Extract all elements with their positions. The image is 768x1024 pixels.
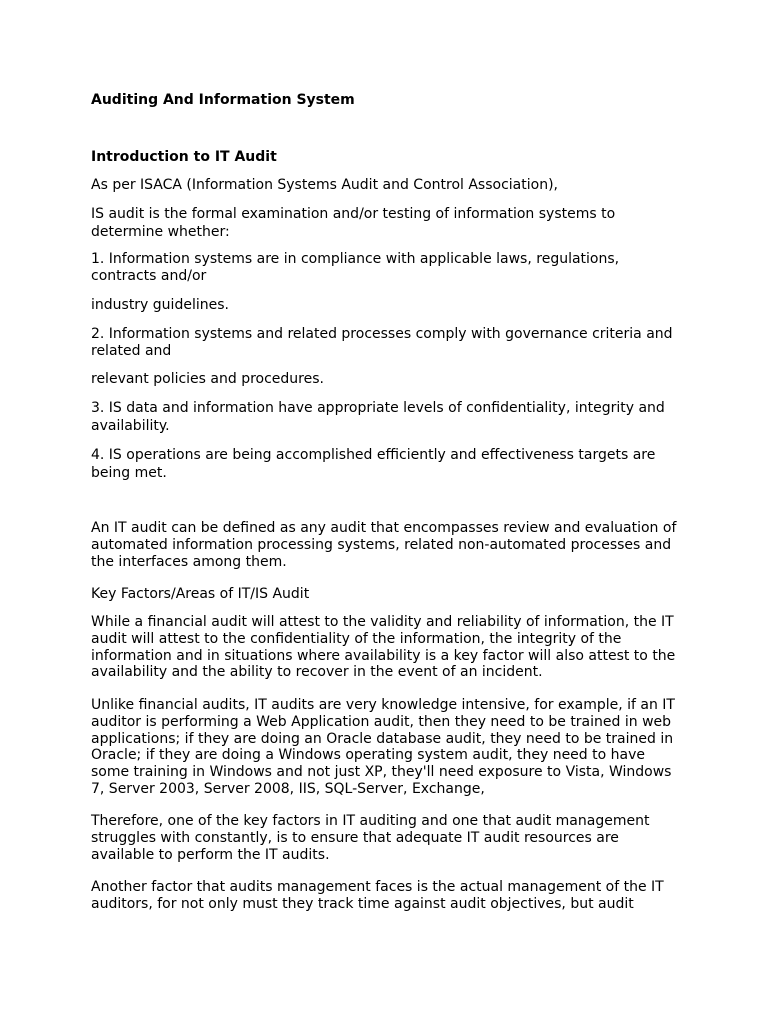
financial-audit-paragraph: While a financial audit will attest to the validity and reliability of information, the IT audit will attest to the confidentiality of the information, the integrity of the information and in situations where availability is a key factor will also attest to the availability and the ability to recover in the event of an incident.	[91, 614, 676, 681]
intro-line: As per ISACA (Information Systems Audit and Control Association),	[91, 177, 558, 193]
definition-paragraph: IS audit is the formal examination and/or testing of information systems to determine whether:	[91, 206, 616, 240]
key-factors-heading: Key Factors/Areas of IT/IS Audit	[91, 586, 310, 602]
list-item-1: 1. Information systems are in compliance with applicable laws, regulations, contracts and/or	[91, 251, 620, 284]
audit-resources-paragraph: Therefore, one of the key factors in IT auditing and one that audit management struggles with constantly, is to ensure that adequate IT audit resources are available to perform the IT audits.	[91, 813, 650, 863]
document-title: Auditing And Information System	[91, 92, 355, 108]
audit-management-paragraph: Another factor that audits management faces is the actual management of the IT auditors, for not only must they track time against audit objectives, but audit	[91, 879, 664, 912]
it-audit-definition-paragraph: An IT audit can be defined as any audit that encompasses review and evaluation of automated information processing systems, related non-automated processes and the interfaces among them.	[91, 520, 677, 570]
list-item-2: 2. Information systems and related processes comply with governance criteria and related and	[91, 326, 673, 359]
section-heading: Introduction to IT Audit	[91, 149, 277, 165]
list-item-2-continuation: relevant policies and procedures.	[91, 371, 324, 387]
list-item-1-continuation: industry guidelines.	[91, 297, 229, 313]
list-item-4: 4. IS operations are being accomplished efficiently and effectiveness targets are being met.	[91, 447, 656, 481]
knowledge-intensive-paragraph: Unlike financial audits, IT audits are very knowledge intensive, for example, if an IT auditor is performing a Web Application audit, then they need to be trained in web applications; if they are doing an Oracle database audit, they need to be trained in Oracle; if they are doing a Windows operating system audit, they need to have some training in Windows and not just XP, they'll need exposure to Vista, Windows 7, Server 2003, Server 2008, IIS, SQL-Server, Exchange,	[91, 697, 675, 797]
list-item-3: 3. IS data and information have appropriate levels of confidentiality, integrity and availability.	[91, 400, 665, 434]
